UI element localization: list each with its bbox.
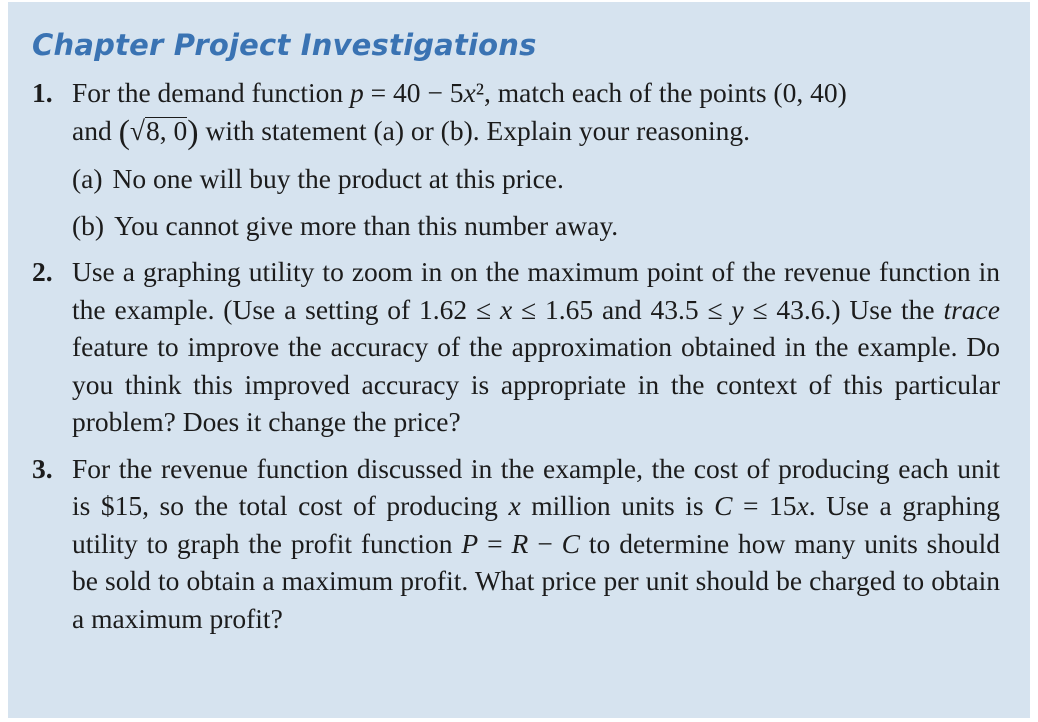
open-paren: ( xyxy=(118,113,130,151)
text-run: − xyxy=(528,527,562,559)
question-text xyxy=(72,450,1000,638)
question-text xyxy=(72,74,1000,151)
question-number: 1. xyxy=(32,77,53,108)
variable-x: x xyxy=(463,77,476,108)
text-run: ≤ 43.6.) Use the xyxy=(743,293,944,325)
variable-c: C xyxy=(561,527,581,559)
question-2 xyxy=(30,253,1000,441)
subitem-label: (b) xyxy=(72,209,105,241)
variable-y: y xyxy=(731,293,744,325)
text-run: = xyxy=(478,527,512,559)
subitem-label: (a) xyxy=(72,163,103,194)
variable-x: x xyxy=(499,293,513,325)
chapter-project-panel xyxy=(8,2,1030,718)
variable-c: C xyxy=(714,490,733,521)
question-3 xyxy=(30,450,1000,638)
text-run: to determine how many units should be sold to obtain a maximum profit. What price per unit should be charged to obtain a maximum profit? xyxy=(72,527,1001,634)
question-number: 2. xyxy=(32,256,53,287)
section-heading: Chapter Project Investigations xyxy=(32,28,537,62)
question-1 xyxy=(30,74,1000,244)
radicand-point: 8, 0 xyxy=(146,114,188,146)
text-run: and xyxy=(72,114,119,146)
subitem-text: You cannot give more than this number away. xyxy=(114,209,619,241)
close-paren: ) xyxy=(187,113,199,151)
variable-x: x xyxy=(508,490,521,521)
text-run: For the revenue function discussed in the example, the cost of producing each unit is $15, so the total cost of producing xyxy=(72,452,1000,521)
question-text xyxy=(72,253,1000,441)
radical-sign: √ xyxy=(129,114,146,146)
subitem-text: No one will buy the product at this price. xyxy=(112,163,564,194)
variable-x: x xyxy=(796,490,809,521)
subitem-b xyxy=(72,207,1000,245)
text-run: million units is xyxy=(520,490,715,521)
variable-p: P xyxy=(461,527,479,559)
trace-term: trace xyxy=(943,293,1000,325)
text-run: feature to improve the accuracy of the approximation obtained in the example. Do you think this improved accuracy is appropriate in the context of this particular problem? Does it change the price? xyxy=(72,331,1000,437)
text-run: with statement (a) or (b). Explain your reasoning. xyxy=(198,114,750,146)
variable-p: p xyxy=(350,77,364,108)
text-run: . Use a graphing utility to graph the profit function xyxy=(72,490,1000,559)
text-run: = 40 − 5 xyxy=(363,77,464,108)
text-run: = 15 xyxy=(732,490,797,521)
subitem-a xyxy=(72,160,1000,198)
text-run: ², match each of the points (0, 40) xyxy=(475,77,847,108)
text-run: Use a graphing utility to zoom in on the maximum point of the revenue function in the example. (Use a setting of 1.62 ≤ xyxy=(72,256,1000,325)
text-run: For the demand function xyxy=(72,77,350,108)
question-number: 3. xyxy=(32,452,53,484)
variable-r: R xyxy=(511,527,529,559)
text-run: ≤ 1.65 and 43.5 ≤ xyxy=(512,293,732,325)
